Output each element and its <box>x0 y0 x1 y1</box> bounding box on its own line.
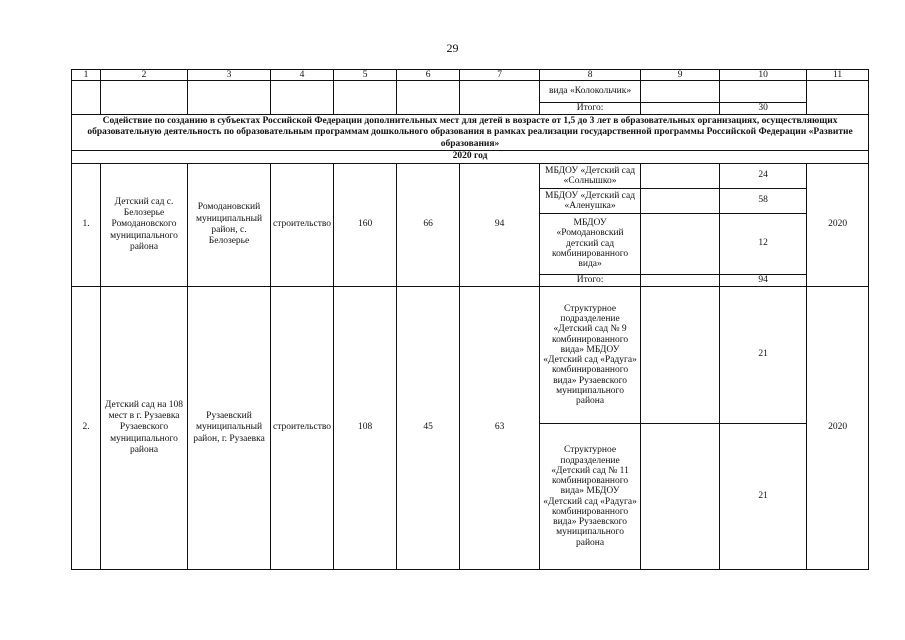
sub-value: 58 <box>720 188 807 213</box>
year-row <box>72 151 869 163</box>
district: Ромодановский муниципальный район, с. Белозерье <box>188 163 271 286</box>
places-col6: 66 <box>397 163 460 286</box>
places-total: 160 <box>334 163 397 286</box>
column-number: 3 <box>188 70 271 81</box>
column-number: 11 <box>807 70 869 81</box>
work-type: строительство <box>271 287 334 570</box>
district: Рузаевский муниципальный район, г. Рузаевка <box>188 287 271 570</box>
year-value: 2020 <box>807 163 869 286</box>
program-table <box>71 69 869 570</box>
page-number: 29 <box>446 41 459 55</box>
section-title: Содействие по созданию в субъектах Российской Федерации дополнительных мест для детей в возрасте от 1,5 до 3 лет в образовательных организациях, осуществляющих образовательную деятельность по образовательным программам дошкольного образования в рамках реализации государственной программы Российской Федерации «Развитие образования» <box>72 115 869 151</box>
sub-org: МБДОУ «Детский сад «Солнышко» <box>540 163 641 188</box>
column-number: 5 <box>334 70 397 81</box>
column-number: 9 <box>641 70 720 81</box>
total-value: 94 <box>720 274 807 286</box>
column-number: 6 <box>397 70 460 81</box>
column-number: 8 <box>540 70 641 81</box>
row-number: 2. <box>72 287 101 570</box>
column-number: 7 <box>460 70 540 81</box>
column-number: 1 <box>72 70 101 81</box>
sub-org: Структурное подразделение «Детский сад № 9 комбинированного вида» МБДОУ «Детский сад «Радуга» комбинированного вида» Рузаевского муниципального района <box>540 287 641 424</box>
table-row <box>72 287 869 424</box>
sub-value: 21 <box>720 424 807 570</box>
continuation-org: вида «Колокольчик» <box>540 81 641 103</box>
year-label: 2020 год <box>72 151 869 163</box>
sub-org: МБДОУ «Ромодановский детский сад комбинированного вида» <box>540 213 641 274</box>
sub-value: 12 <box>720 213 807 274</box>
continuation-row <box>72 81 869 103</box>
places-col6: 45 <box>397 287 460 570</box>
places-col7: 63 <box>460 287 540 570</box>
column-number: 2 <box>101 70 188 81</box>
work-type: строительство <box>271 163 334 286</box>
sub-value: 21 <box>720 287 807 424</box>
places-col7: 94 <box>460 163 540 286</box>
column-number: 10 <box>720 70 807 81</box>
total-label: Итого: <box>540 103 641 115</box>
year-value: 2020 <box>807 287 869 570</box>
object-name: Детский сад на 108 мест в г. Рузаевка Рузаевского муниципального района <box>101 287 188 570</box>
sub-value: 24 <box>720 163 807 188</box>
places-total: 108 <box>334 287 397 570</box>
object-name: Детский сад с. Белозерье Ромодановского муниципального района <box>101 163 188 286</box>
row-number: 1. <box>72 163 101 286</box>
table-row <box>72 163 869 188</box>
section-title-row <box>72 115 869 151</box>
total-value: 30 <box>720 103 807 115</box>
total-label: Итого: <box>540 274 641 286</box>
column-number-row <box>72 70 869 81</box>
column-number: 4 <box>271 70 334 81</box>
sub-org: Структурное подразделение «Детский сад № 11 комбинированного вида» МБДОУ «Детский сад «Радуга» комбинированного вида» Рузаевского муниципального района <box>540 424 641 570</box>
sub-org: МБДОУ «Детский сад «Аленушка» <box>540 188 641 213</box>
